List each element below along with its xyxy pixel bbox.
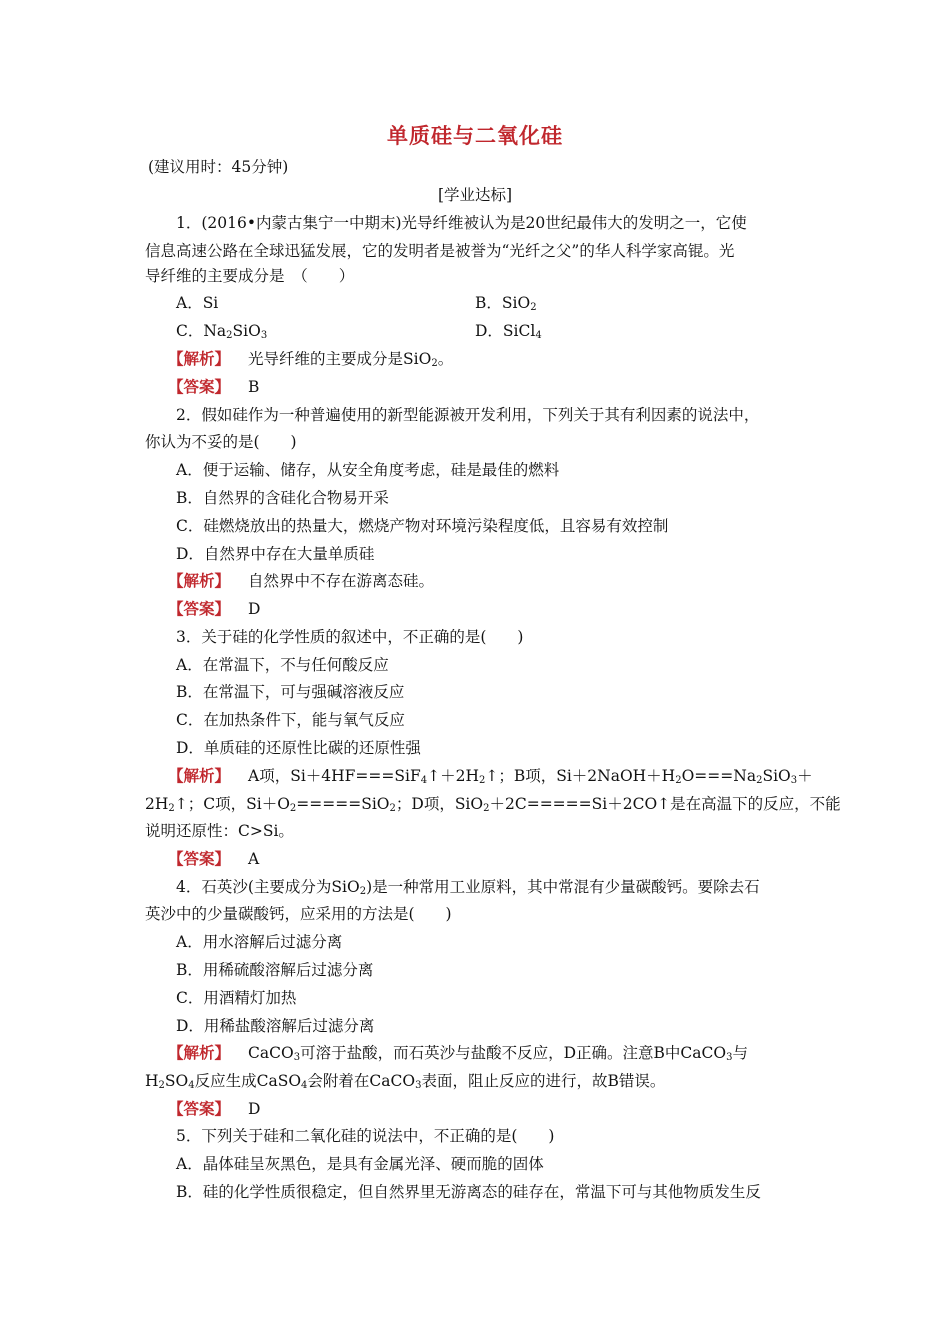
q1-option-d: D．SiCl$_4$ xyxy=(475,322,542,341)
answer-tag: 【答案】 xyxy=(168,599,231,618)
q4-analysis-line-1: 【解析】 CaCO$_3$可溶于盐酸，而石英沙与盐酸不反应，D正确。注意B中CaCO$_3$与 xyxy=(168,1043,748,1063)
page-title: 单质硅与二氧化硅 xyxy=(387,123,563,148)
section-heading: [学业达标] xyxy=(437,186,513,204)
q4-option-c: C．用酒精灯加热 xyxy=(176,989,297,1007)
q5-option-b: B．硅的化学性质很稳定，但自然界里无游离态的硅存在，常温下可与其他物质发生反 xyxy=(176,1183,761,1201)
q2-line-2: 你认为不妥的是( ) xyxy=(145,433,297,451)
q3-option-b: B．在常温下，可与强碱溶液反应 xyxy=(176,683,405,701)
q4-answer: 【答案】 D xyxy=(168,1099,261,1118)
q2-line-1: 2．假如硅作为一种普遍使用的新型能源被开发利用，下列关于其有利因素的说法中， xyxy=(176,406,760,424)
time-note: (建议用时：45分钟) xyxy=(148,158,289,176)
q1-option-b: B．SiO$_2$ xyxy=(475,294,537,313)
analysis-tag: 【解析】 xyxy=(168,349,231,368)
answer-tag: 【答案】 xyxy=(168,849,231,868)
q2-option-b: B．自然界的含硅化合物易开采 xyxy=(176,489,389,507)
answer-tag: 【答案】 xyxy=(168,377,231,396)
q4-option-d: D．用稀盐酸溶解后过滤分离 xyxy=(176,1017,375,1035)
q1-line-3: 导纤维的主要成分是 （ ） xyxy=(145,267,355,285)
q3-option-c: C．在加热条件下，能与氧气反应 xyxy=(176,711,405,729)
q1-option-a: A．Si xyxy=(176,294,219,312)
q2-option-a: A．便于运输、储存，从安全角度考虑，硅是最佳的燃料 xyxy=(176,461,560,479)
q1-options-ab xyxy=(176,289,810,317)
q4-option-a: A．用水溶解后过滤分离 xyxy=(176,933,343,951)
q3-analysis-line-3: 说明还原性：C>Si。 xyxy=(145,822,294,840)
analysis-tag: 【解析】 xyxy=(168,1043,231,1062)
q2-option-d: D．自然界中存在大量单质硅 xyxy=(176,545,375,563)
q4-line-1: 4．石英沙(主要成分为SiO$_2$)是一种常用工业原料，其中常混有少量碳酸钙。要除去石 xyxy=(176,878,760,897)
q3-option-a: A．在常温下，不与任何酸反应 xyxy=(176,656,389,674)
q5-line-1: 5．下列关于硅和二氧化硅的说法中，不正确的是( ) xyxy=(176,1127,555,1145)
q1-options-cd xyxy=(176,317,810,345)
q3-line-1: 3．关于硅的化学性质的叙述中，不正确的是( ) xyxy=(176,628,524,646)
q1-option-c: C．$Na_2SiO_3$ xyxy=(176,322,268,341)
q1-analysis: 【解析】 光导纤维的主要成分是SiO$_2$。 xyxy=(168,349,454,369)
analysis-tag: 【解析】 xyxy=(168,571,231,590)
q2-option-c: C．硅燃烧放出的热量大，燃烧产物对环境污染程度低，且容易有效控制 xyxy=(176,517,669,535)
q3-analysis-line-2: $2H_2↑$；C项，$Si+O_2=====SiO_2$；D项，SiO$_2$＋2C=====Si＋2CO↑是在高温下的反应，不能 xyxy=(145,795,841,814)
q1-line-2: 信息高速公路在全球迅猛发展，它的发明者是被誉为“光纤之父”的华人科学家高锟。光 xyxy=(145,242,735,260)
q2-answer: 【答案】 D xyxy=(168,599,261,618)
q5-option-a: A．晶体硅呈灰黑色，是具有金属光泽、硬而脆的固体 xyxy=(176,1155,544,1173)
q3-analysis-line-1: 【解析】 A项，$Si+4HF===SiF_4↑+2H_2↑$；B项，$Si+2NaOH+H_2O===Na_2SiO_3+$ xyxy=(168,766,813,786)
q3-option-d: D．单质硅的还原性比碳的还原性强 xyxy=(176,739,421,757)
q1-answer: 【答案】 B xyxy=(168,377,260,396)
q3-answer: 【答案】 A xyxy=(168,849,260,868)
analysis-tag: 【解析】 xyxy=(168,766,231,785)
q4-line-2: 英沙中的少量碳酸钙，应采用的方法是( ) xyxy=(145,905,452,923)
q2-analysis: 【解析】 自然界中不存在游离态硅。 xyxy=(168,571,435,590)
q4-option-b: B．用稀硫酸溶解后过滤分离 xyxy=(176,961,374,979)
answer-tag: 【答案】 xyxy=(168,1099,231,1118)
q1-line-1: 1．(2016•内蒙古集宁一中期末)光导纤维被认为是20世纪最伟大的发明之一，它使 xyxy=(176,214,747,232)
q4-analysis-line-2: $H_2SO_4$反应生成CaSO$_4$会附着在CaCO$_3$表面，阻止反应的进行，故B错误。 xyxy=(145,1072,666,1091)
